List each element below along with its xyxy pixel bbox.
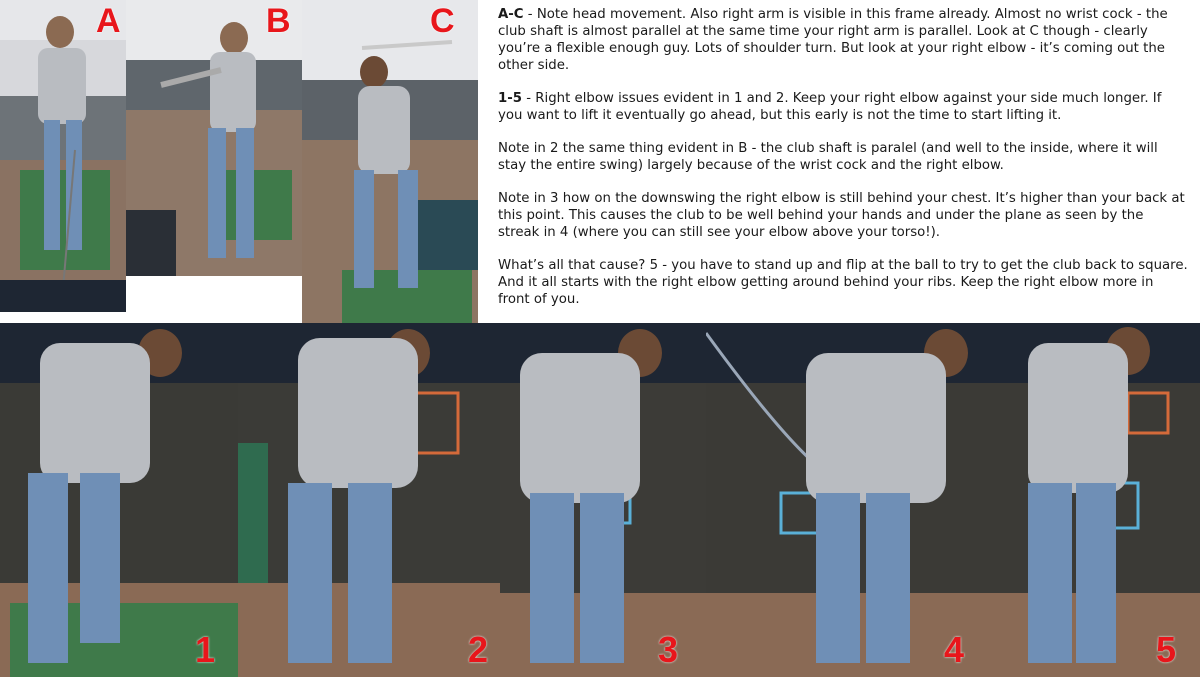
frame-4-photo [706, 323, 988, 677]
frame-4 [706, 323, 988, 677]
frame-b-photo [126, 0, 302, 276]
frame-3-photo [500, 323, 706, 677]
frame-label-b: B [266, 2, 291, 40]
note-frame-3-text: Note in 3 how on the downswing the right elbow is still behind your chest. It’s higher than your back at this point. This causes the club to be well behind your hands and under the plane as seen by the streak in 4 (where you can still see your elbow above your torso!). [498, 191, 1185, 240]
frame-2-photo [238, 323, 500, 677]
note-1-5 [498, 90, 1188, 124]
frame-a-photo [0, 0, 126, 312]
note-frame-2 [498, 140, 1188, 174]
frame-label-c: C [430, 2, 455, 40]
frame-2 [238, 323, 500, 677]
frame-label-3: 3 [658, 629, 679, 670]
note-frame-2-text: Note in 2 the same thing evident in B - the club shaft is paralel (and well to the inside, where it will stay the entire swing) largely because of the wrist cock and the right elbow. [498, 141, 1158, 173]
frame-label-a: A [96, 2, 121, 40]
frame-label-2: 2 [468, 629, 489, 670]
frame-label-1: 1 [195, 629, 216, 670]
note-frame-5-text: What’s all that cause? 5 - you have to stand up and flip at the ball to try to get the club back to square. And it all starts with the right elbow getting around behind your ribs. Keep the right elbow more in front of you. [498, 258, 1188, 307]
frame-label-4: 4 [944, 629, 965, 670]
frame-label-5: 5 [1156, 629, 1177, 670]
frame-3 [500, 323, 706, 677]
frame-1-photo [0, 323, 238, 677]
frame-c [302, 0, 478, 323]
frame-c-photo [302, 0, 478, 323]
note-ac [498, 6, 1188, 74]
frame-5 [988, 323, 1200, 677]
note-ac-text: - Note head movement. Also right arm is visible in this frame already. Almost no wrist cock - the club shaft is almost parallel at the same time your right arm is parallel. Look at C though - clearly you’re a flexible enough guy. Lots of shoulder turn. But look at your right elbow - it’s coming out the other side. [498, 7, 1168, 73]
swing-notes [498, 6, 1188, 324]
frame-a [0, 0, 126, 312]
note-1-5-text: - Right elbow issues evident in 1 and 2. Keep your right elbow against your side much longer. If you want to lift it eventually go ahead, but this early is not the time to start lifting it. [498, 91, 1162, 123]
note-1-5-lead: 1-5 [498, 91, 523, 106]
frame-1 [0, 323, 238, 677]
note-frame-5 [498, 257, 1188, 308]
frame-5-photo [988, 323, 1200, 677]
frame-b [126, 0, 302, 276]
note-frame-3 [498, 190, 1188, 241]
note-ac-lead: A-C [498, 7, 524, 22]
